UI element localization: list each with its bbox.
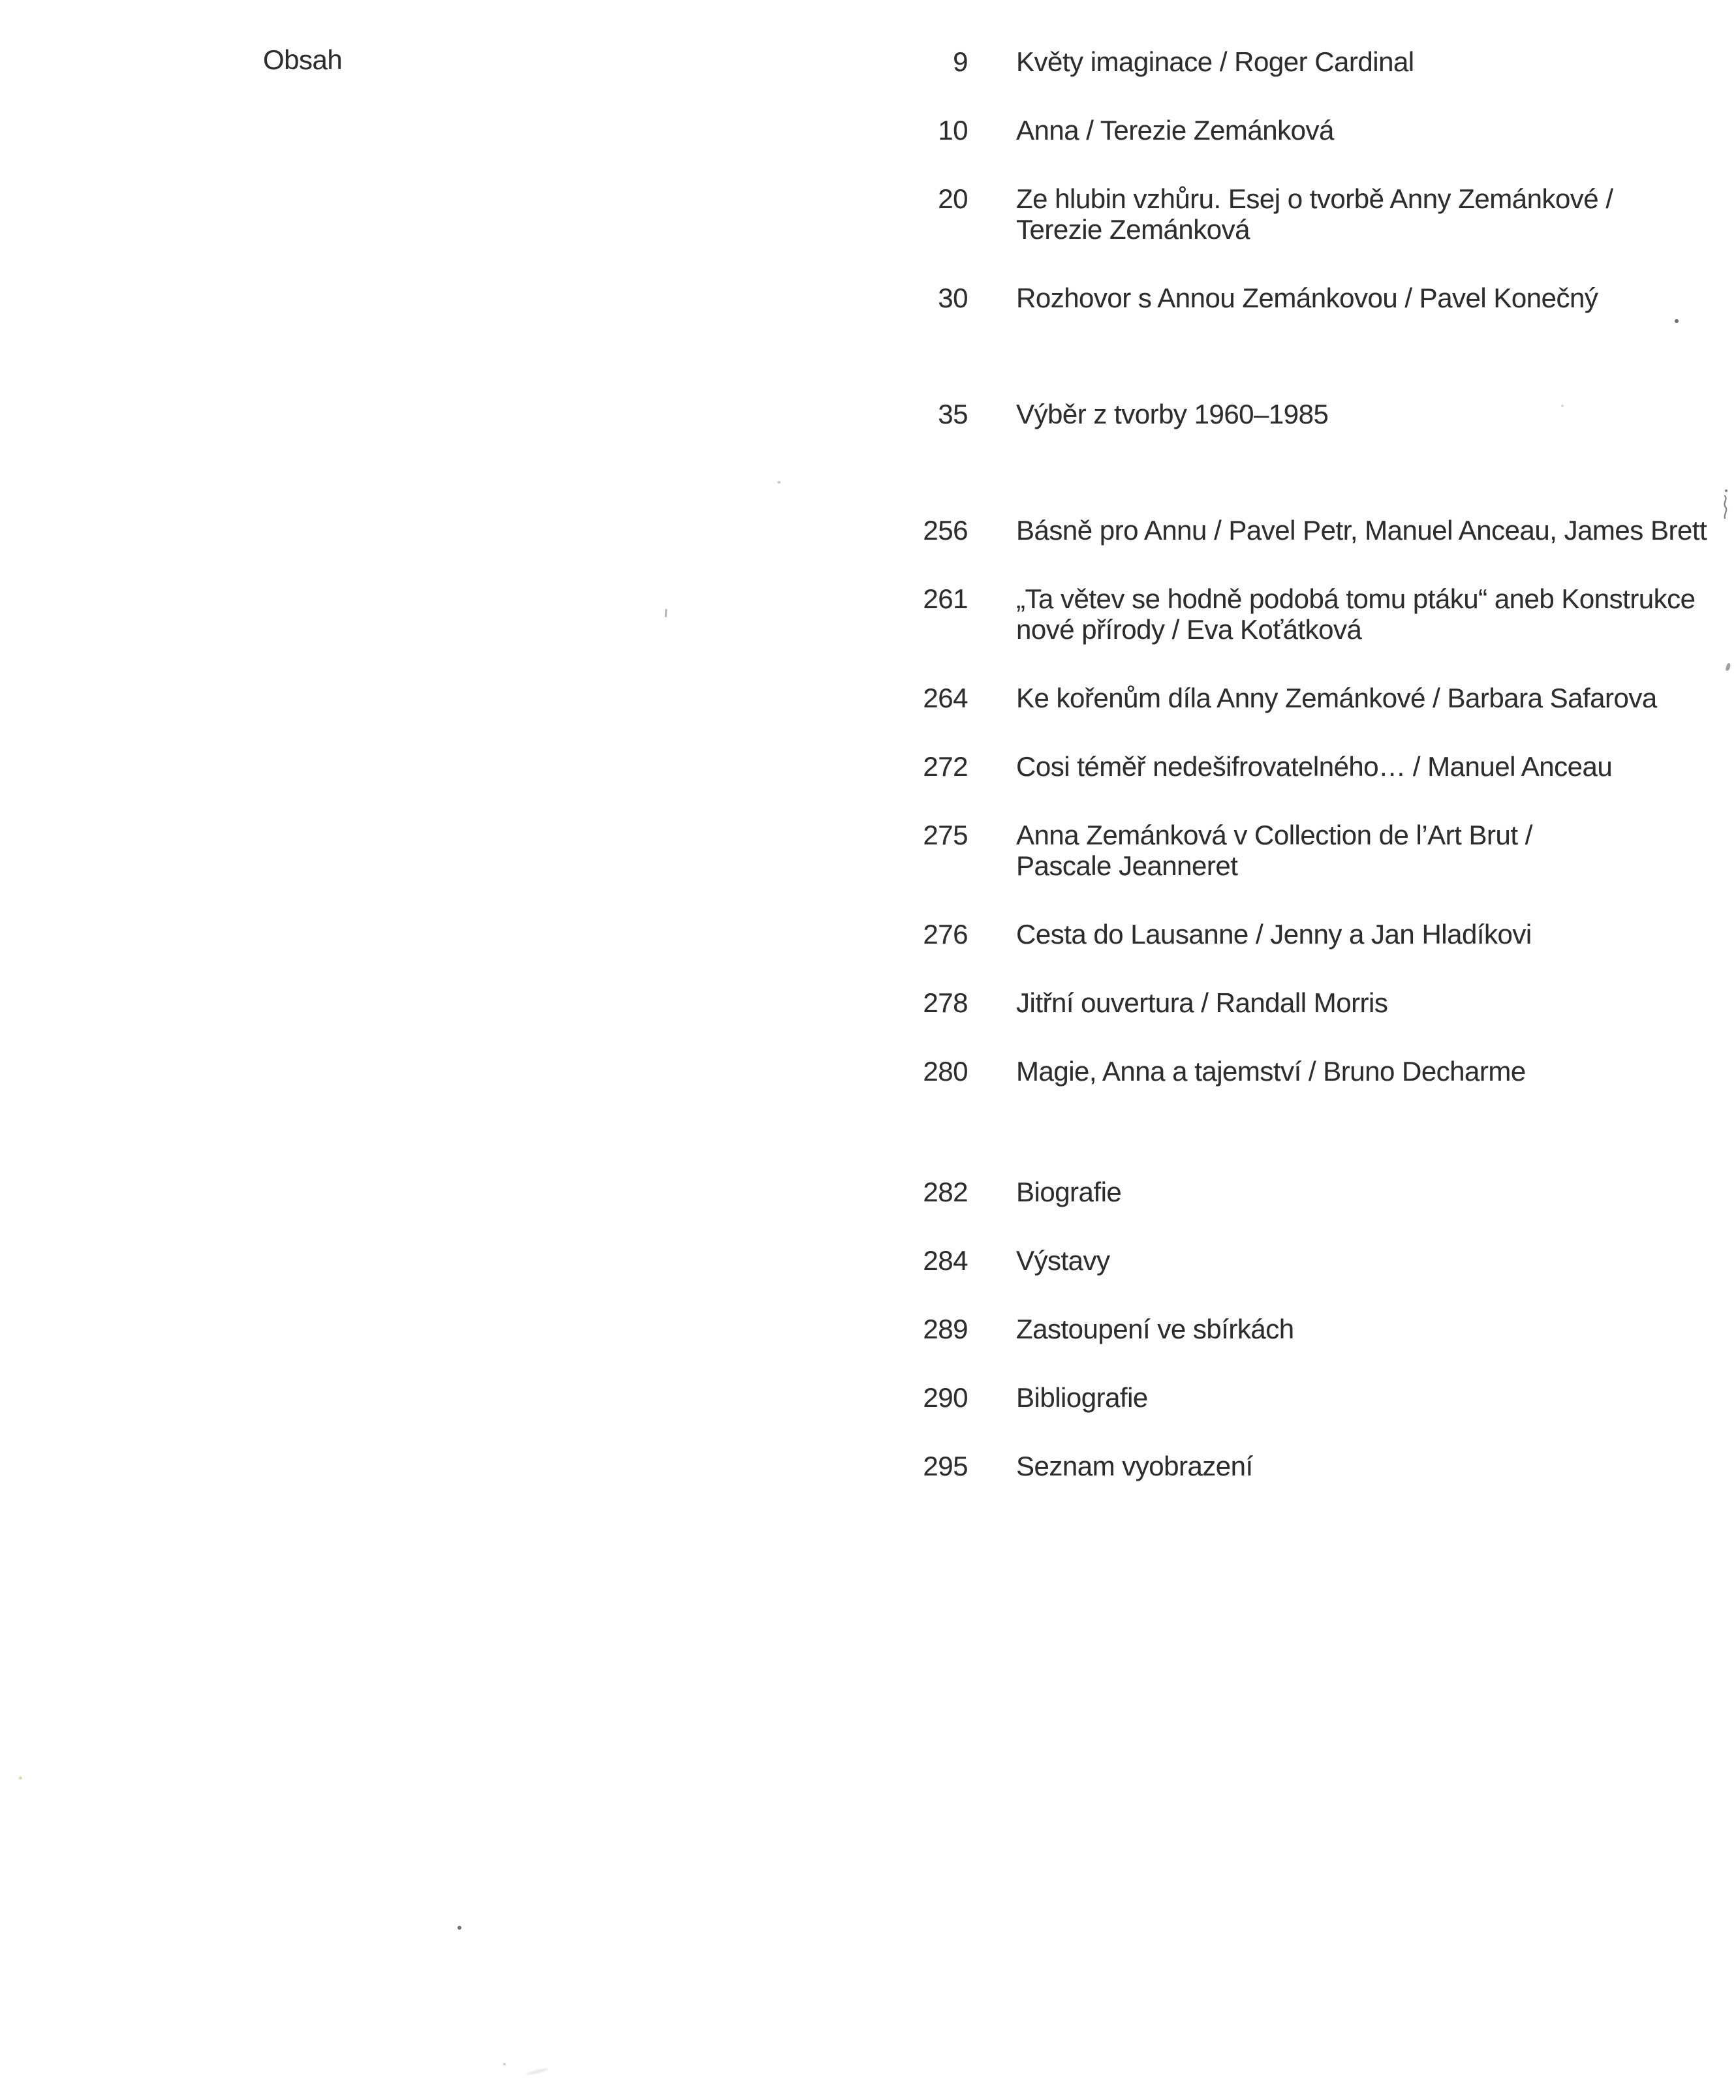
toc-entry-title — [1016, 115, 1334, 146]
toc-entry-title — [1016, 919, 1532, 950]
toc-entry — [0, 820, 1736, 881]
toc-entry-page-number: 261 — [923, 583, 968, 614]
toc-entry-title-line: Bibliografie — [1016, 1382, 1148, 1413]
toc-entry-title — [1016, 1177, 1121, 1207]
toc-entry-title — [1016, 399, 1328, 429]
toc-entry-page-number: 10 — [938, 115, 968, 146]
toc-entry-page-number: 282 — [923, 1177, 968, 1207]
toc-entry-title-line: Květy imaginace / Roger Cardinal — [1016, 46, 1414, 77]
toc-entry — [0, 751, 1736, 782]
toc-entry-title — [1016, 820, 1532, 881]
toc-entry — [0, 1382, 1736, 1413]
toc-entry-title — [1016, 515, 1707, 546]
toc-entry-page-number: 276 — [923, 919, 968, 950]
toc-entry — [0, 1056, 1736, 1087]
toc-entry-page-number: 9 — [953, 46, 968, 77]
toc-entry-title — [1016, 583, 1696, 645]
toc-entry — [0, 1314, 1736, 1344]
toc-entry — [0, 46, 1736, 77]
scan-smudge — [526, 2067, 548, 2076]
toc-entry — [0, 1177, 1736, 1207]
toc-entry-title-line: Ke kořenům díla Anny Zemánkové / Barbara Safarova — [1016, 683, 1657, 713]
toc-entry-page-number: 256 — [923, 515, 968, 546]
toc-entry-page-number: 272 — [923, 751, 968, 782]
toc-entry — [0, 283, 1736, 313]
toc-entry-title-line: Jitřní ouvertura / Randall Morris — [1016, 987, 1388, 1018]
toc-entry-title — [1016, 1451, 1253, 1481]
toc-entry — [0, 115, 1736, 146]
toc-entry-title-line: „Ta větev se hodně podobá tomu ptáku“ aneb Konstrukce — [1016, 583, 1696, 614]
toc-entry-page-number: 284 — [923, 1245, 968, 1276]
toc-entry-title-line: Výstavy — [1016, 1245, 1110, 1276]
toc-entry-title-line: Cesta do Lausanne / Jenny a Jan Hladíkovi — [1016, 919, 1532, 950]
toc-entry-page-number: 290 — [923, 1382, 968, 1413]
toc-entry-title — [1016, 183, 1613, 245]
toc-entry — [0, 399, 1736, 429]
toc-entry-page-number: 280 — [923, 1056, 968, 1087]
toc-entry-page-number: 264 — [923, 683, 968, 713]
toc-entry-title — [1016, 1314, 1294, 1344]
toc-entry-page-number: 278 — [923, 987, 968, 1018]
toc-entry-title-line: Zastoupení ve sbírkách — [1016, 1314, 1294, 1344]
toc-entry-title-line: Ze hlubin vzhůru. Esej o tvorbě Anny Zemánkové / — [1016, 183, 1613, 214]
toc-entry — [0, 183, 1736, 245]
toc-entry-title — [1016, 1245, 1110, 1276]
toc-entry-title — [1016, 46, 1414, 77]
toc-entry-title — [1016, 987, 1387, 1018]
toc-entry — [0, 1245, 1736, 1276]
toc-entry-page-number: 295 — [923, 1451, 968, 1481]
toc-entry — [0, 683, 1736, 713]
toc-entry-page-number: 35 — [938, 399, 968, 429]
toc-entry-title-line: Pascale Jeanneret — [1016, 850, 1238, 881]
toc-entry-title — [1016, 283, 1598, 313]
toc-entry-page-number: 275 — [923, 820, 968, 850]
page-title: Obsah — [263, 44, 343, 75]
toc-entry-title-line: Magie, Anna a tajemství / Bruno Decharme — [1016, 1056, 1526, 1087]
toc-entry-title-line: Terezie Zemánková — [1016, 214, 1250, 245]
toc-entry-title-line: Anna / Terezie Zemánková — [1016, 115, 1334, 146]
toc-entry-title — [1016, 751, 1612, 782]
toc-entry — [0, 987, 1736, 1018]
toc-list — [0, 46, 1736, 1519]
toc-entry-page-number: 20 — [938, 183, 968, 214]
scan-speck — [457, 1926, 461, 1930]
toc-entry-title — [1016, 683, 1657, 713]
toc-entry-title — [1016, 1382, 1148, 1413]
toc-entry — [0, 919, 1736, 950]
toc-entry-page-number: 289 — [923, 1314, 968, 1344]
scan-speck — [503, 2063, 506, 2065]
toc-entry-title-line: Výběr z tvorby 1960–1985 — [1016, 399, 1329, 429]
toc-entry — [0, 515, 1736, 546]
toc-entry — [0, 583, 1736, 645]
scan-speck — [19, 1776, 22, 1780]
toc-entry-title-line: nové přírody / Eva Koťátková — [1016, 614, 1362, 645]
toc-entry-title-line: Rozhovor s Annou Zemánkovou / Pavel Konečný — [1016, 283, 1598, 313]
toc-entry-title-line: Básně pro Annu / Pavel Petr, Manuel Anceau, James Brett — [1016, 515, 1707, 546]
toc-entry-page-number: 30 — [938, 283, 968, 313]
toc-entry-title-line: Seznam vyobrazení — [1016, 1451, 1253, 1481]
toc-entry-title-line: Cosi téměř nedešifrovatelného… / Manuel Anceau — [1016, 751, 1613, 782]
toc-entry-title — [1016, 1056, 1526, 1087]
toc-entry-title-line: Biografie — [1016, 1177, 1122, 1207]
toc-entry-title-line: Anna Zemánková v Collection de l’Art Brut / — [1016, 820, 1532, 850]
toc-entry — [0, 1451, 1736, 1481]
